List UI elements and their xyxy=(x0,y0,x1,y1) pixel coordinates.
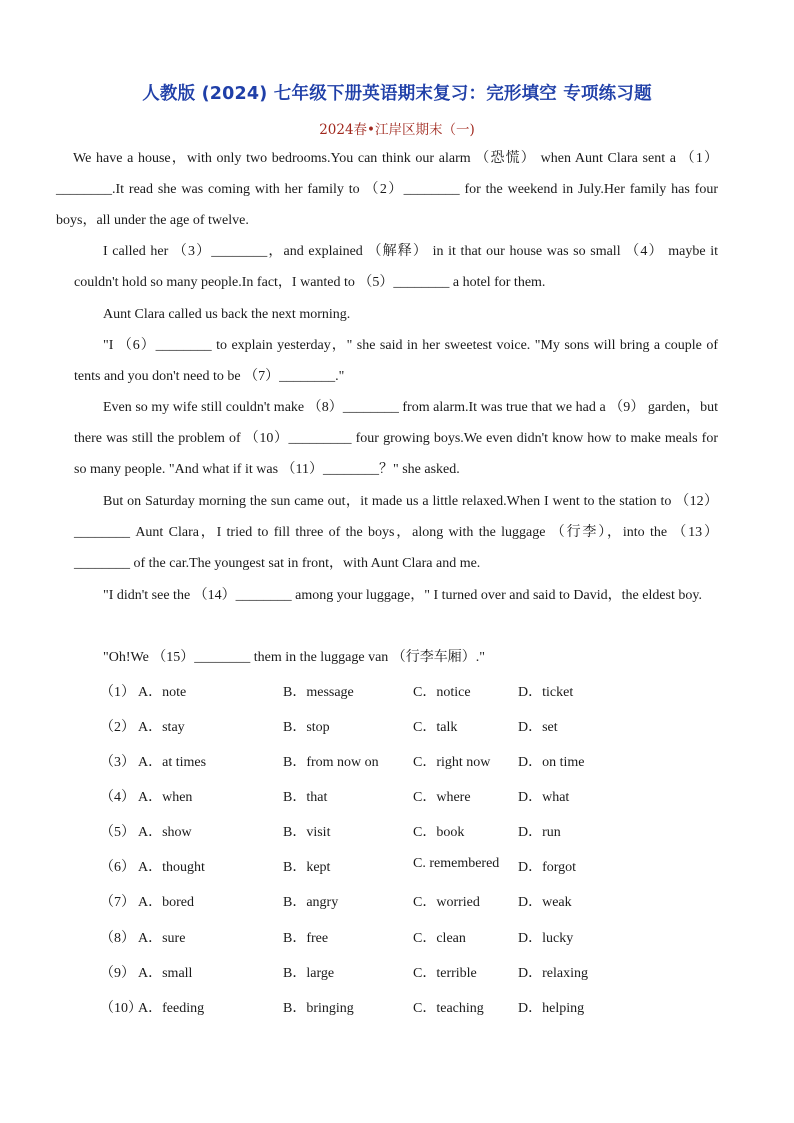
option-b: B．large xyxy=(283,966,335,981)
question-row xyxy=(100,681,740,703)
passage-paragraph: I called her （3）________，and explained （解释） in it that our house was so small （4） maybe it couldn't hold so many people.In fact，I wanted to （5）________ a hotel for them. xyxy=(74,244,718,291)
option-d: D．ticket xyxy=(518,685,574,700)
option-b: B．stop xyxy=(283,720,330,735)
question-number: （6） xyxy=(100,860,135,875)
option-a: A．when xyxy=(138,790,193,805)
question-number: （8） xyxy=(100,931,135,946)
option-b: B．visit xyxy=(283,825,331,840)
option-b: B．message xyxy=(283,685,354,700)
question-number: （2） xyxy=(100,720,135,735)
question-number: （9） xyxy=(100,966,135,981)
passage-paragraph: "I didn't see the （14）________ among your luggage，" I turned over and said to David，the eldest boy. xyxy=(103,588,702,603)
option-b: B．that xyxy=(283,790,328,805)
question-row xyxy=(100,856,740,878)
option-c: C．talk xyxy=(413,720,458,735)
option-b: B．angry xyxy=(283,895,339,910)
passage-paragraph: "Oh!We （15）________ them in the luggage van （行李车厢）." xyxy=(103,650,486,665)
option-c: C. remembered xyxy=(413,856,500,871)
passage-paragraph: Even so my wife still couldn't make （8）________ from alarm.It was true that we had a （9） garden，but there was still the problem of （10）_________ four growing boys.We even didn't know how to make meals for so many people. "And what if it was （11）________？" she asked. xyxy=(74,400,718,478)
option-d: D．helping xyxy=(518,1001,585,1016)
page-title: 人教版 (2024) 七年级下册英语期末复习：完形填空 专项练习题 xyxy=(142,84,652,104)
question-number: （5） xyxy=(100,825,135,840)
option-a: A．thought xyxy=(138,860,205,875)
option-d: D．lucky xyxy=(518,931,574,946)
option-a: A．feeding xyxy=(138,1001,205,1016)
option-c: C．terrible xyxy=(413,966,477,981)
question-number: （4） xyxy=(100,790,135,805)
option-b: B．from now on xyxy=(283,755,379,770)
option-d: D．what xyxy=(518,790,570,805)
question-row xyxy=(100,997,740,1019)
option-b: B．bringing xyxy=(283,1001,354,1016)
question-row xyxy=(100,751,740,773)
option-a: A．small xyxy=(138,966,193,981)
option-a: A．show xyxy=(138,825,192,840)
question-row xyxy=(100,786,740,808)
passage-paragraph: "I （6）________ to explain yesterday，" she said in her sweetest voice. "My sons will bring a couple of tents and you don't need to be （7）________." xyxy=(74,338,718,385)
option-c: C．notice xyxy=(413,685,471,700)
option-d: D．forgot xyxy=(518,860,577,875)
question-number: （7） xyxy=(100,895,135,910)
option-a: A．at times xyxy=(138,755,207,770)
question-number: （1） xyxy=(100,685,135,700)
option-a: A．stay xyxy=(138,720,185,735)
option-b: B．kept xyxy=(283,860,331,875)
question-row xyxy=(100,716,740,738)
question-row xyxy=(100,962,740,984)
passage-paragraph: We have a house，with only two bedrooms.You can think our alarm （恐慌） when Aunt Clara sent a （1）________.It read she was coming with her family to （2）________ for the weekend in July.Her family has four boys，all under the age of twelve. xyxy=(56,151,718,229)
option-d: D．on time xyxy=(518,755,585,770)
question-row xyxy=(100,927,740,949)
option-d: D．weak xyxy=(518,895,572,910)
option-c: C．clean xyxy=(413,931,466,946)
question-row xyxy=(100,821,740,843)
passage-paragraph: But on Saturday morning the sun came out，it made us a little relaxed.When I went to the station to （12）________ Aunt Clara，I tried to fill three of the boys，along with the luggage （行李），into the （13）________ of the car.The youngest sat in front，with Aunt Clara and me. xyxy=(74,494,718,572)
option-c: C．worried xyxy=(413,895,480,910)
passage-paragraph: Aunt Clara called us back the next morning. xyxy=(103,307,351,322)
option-c: C．teaching xyxy=(413,1001,484,1016)
option-a: A．bored xyxy=(138,895,194,910)
option-b: B．free xyxy=(283,931,329,946)
option-d: D．relaxing xyxy=(518,966,588,981)
option-d: D．run xyxy=(518,825,561,840)
question-row xyxy=(100,891,740,913)
page-subtitle: 2024春•江岸区期末（一) xyxy=(319,122,475,138)
question-number: （10） xyxy=(100,1001,142,1016)
option-a: A．note xyxy=(138,685,187,700)
option-c: C．right now xyxy=(413,755,491,770)
option-a: A．sure xyxy=(138,931,186,946)
option-d: D．set xyxy=(518,720,558,735)
option-c: C．where xyxy=(413,790,471,805)
option-c: C．book xyxy=(413,825,465,840)
question-number: （3） xyxy=(100,755,135,770)
